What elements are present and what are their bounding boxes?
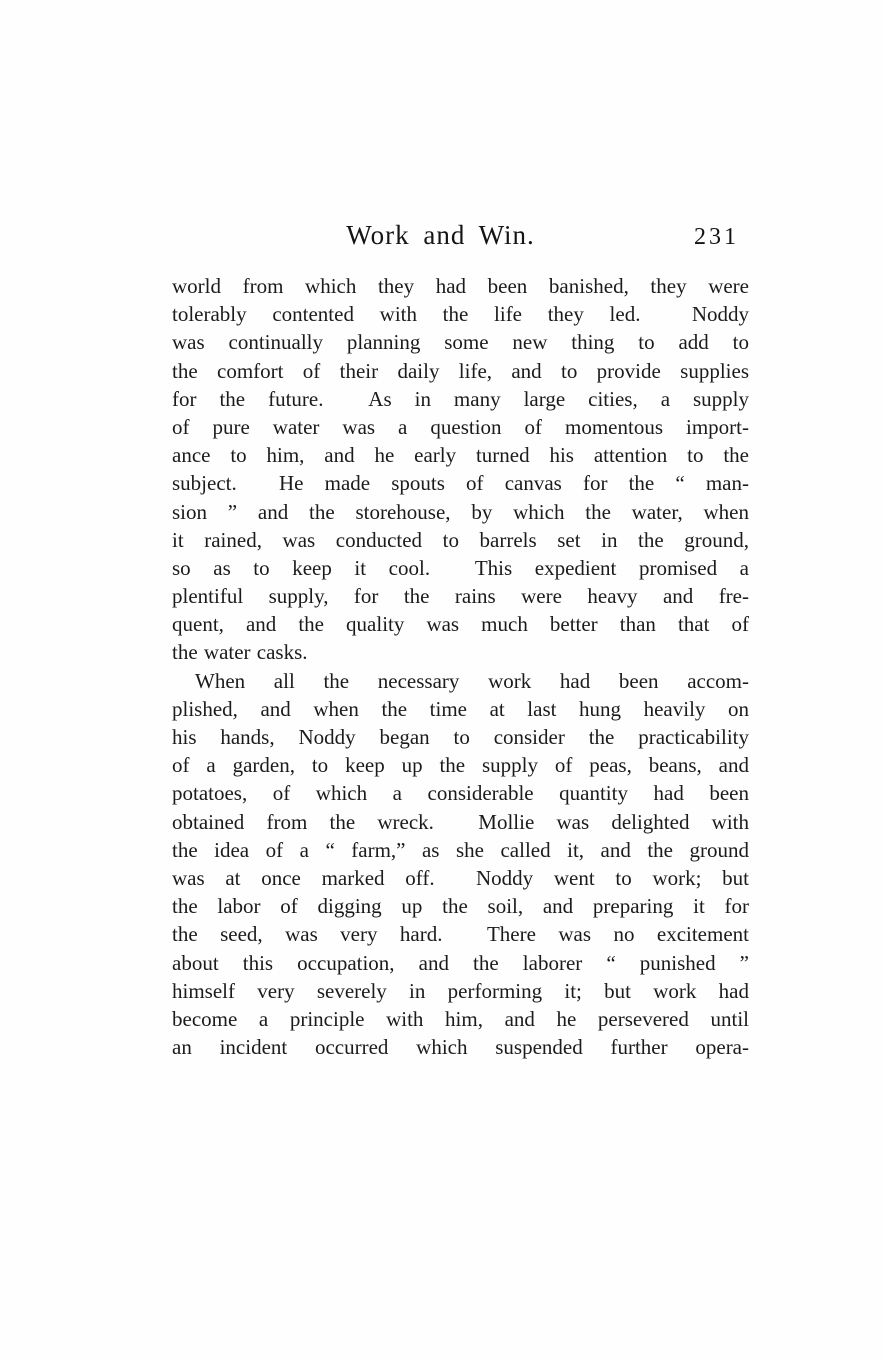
page-header — [172, 219, 749, 251]
text-line: plished, and when the time at last hung heavily on — [172, 696, 749, 721]
text-line: his hands, Noddy began to consider the practicability — [172, 725, 749, 749]
text-line: quent, and the quality was much better than that of — [172, 612, 749, 637]
text-line: obtained from the wreck. Mollie was delighted with — [172, 809, 749, 834]
text-line: the labor of digging up the soil, and preparing it for — [172, 894, 749, 919]
text-line: subject. He made spouts of canvas for the “ man- — [172, 471, 749, 496]
text-line: the water casks. — [172, 640, 308, 665]
page-number: 231 — [694, 224, 739, 250]
text-line: sion ” and the storehouse, by which the water, when — [172, 499, 749, 524]
text-line: the comfort of their daily life, and to provide supplies — [172, 358, 749, 383]
text-line: the idea of a “ farm,” as she called it, and the ground — [172, 837, 749, 862]
text-line: world from which they had been banished, they were — [172, 274, 749, 298]
text-line: about this occupation, and the laborer “ punished ” — [172, 950, 749, 975]
text-line: it rained, was conducted to barrels set in the ground, — [172, 527, 749, 552]
text-line: so as to keep it cool. This expedient promised a — [172, 555, 749, 580]
text-line: the seed, was very hard. There was no excitement — [172, 922, 749, 947]
text-line: of pure water was a question of momentous import- — [172, 414, 749, 439]
text-line: of a garden, to keep up the supply of peas, beans, and — [172, 753, 749, 778]
text-line: plentiful supply, for the rains were heavy and fre- — [172, 584, 749, 609]
text-line: an incident occurred which suspended further opera- — [172, 1035, 749, 1060]
text-line: become a principle with him, and he persevered until — [172, 1006, 749, 1031]
text-line: was at once marked off. Noddy went to work; but — [172, 865, 749, 890]
text-line: tolerably contented with the life they led. Noddy — [172, 302, 749, 327]
page-title: Work and Win. — [346, 220, 535, 250]
text-block — [172, 219, 749, 1061]
text-line: himself very severely in performing it; but work had — [172, 978, 749, 1003]
text-line: ance to him, and he early turned his attention to the — [172, 443, 749, 468]
text-line: was continually planning some new thing to add to — [172, 330, 749, 355]
page-body — [172, 272, 749, 1061]
text-line: When all the necessary work had been accom- — [195, 668, 749, 693]
text-line: for the future. As in many large cities, a supply — [172, 386, 749, 411]
text-line: potatoes, of which a considerable quantity had been — [172, 781, 749, 806]
